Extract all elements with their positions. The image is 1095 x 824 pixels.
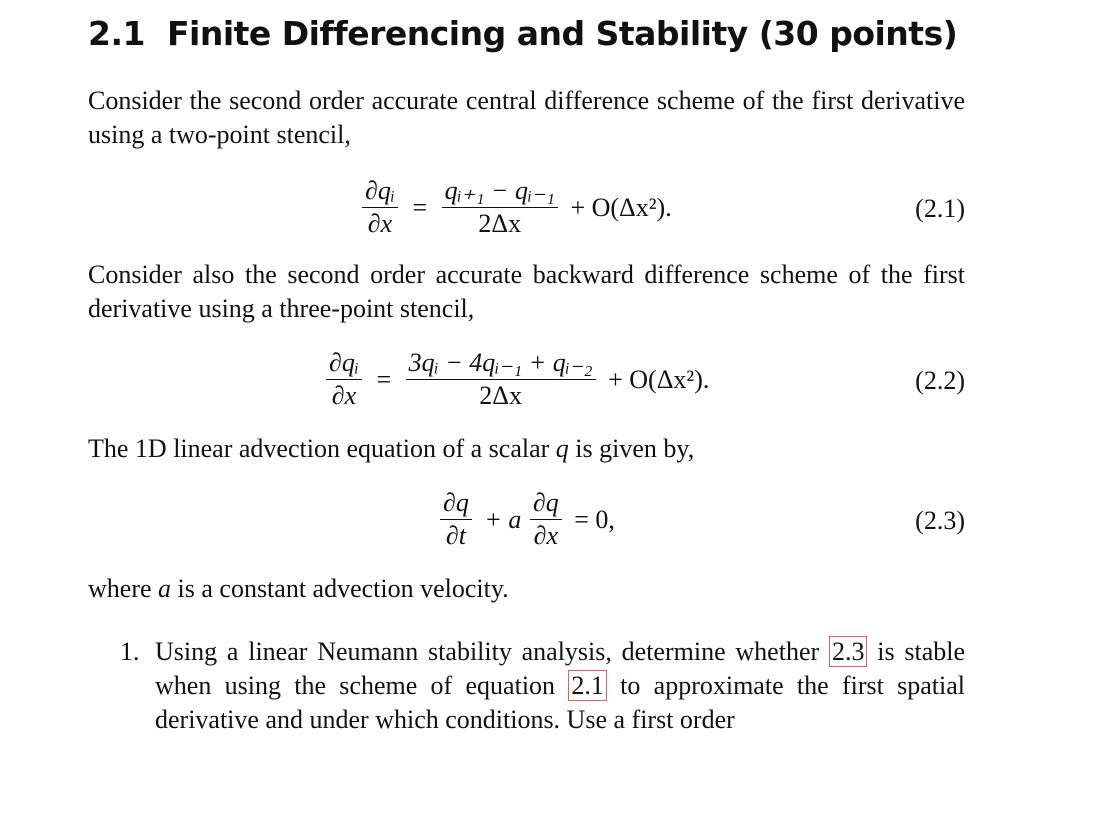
eq2-lhs-fraction (326, 348, 362, 411)
eq2-lhs-denominator: ∂x (331, 381, 357, 410)
item1-text-b: is stable when using the scheme of equation (155, 637, 966, 700)
eq2-rhs-numerator: 3qᵢ − 4qᵢ₋₁ + qᵢ₋₂ (406, 348, 596, 380)
p4-variable-a: a (158, 574, 172, 603)
eq3-time-numerator: ∂q (440, 488, 472, 520)
p3-text-after: is given by, (575, 434, 695, 463)
eq1-lhs-denominator: ∂x (367, 209, 393, 238)
eq2-equals: = (376, 364, 392, 394)
section-number: 2.1 (88, 14, 145, 53)
eq1-error-term: + O(Δx²). (570, 192, 672, 222)
paragraph-advection (88, 432, 965, 466)
equation-label-2-3: (2.3) (915, 506, 965, 535)
p3-text-before: The 1D linear advection equation of a scalar (88, 434, 550, 463)
p4-text-before: where (88, 574, 152, 603)
paragraph-velocity (88, 572, 965, 606)
eq2-rhs-fraction (406, 348, 596, 411)
equation-2-1 (362, 176, 680, 239)
p3-variable-q: q (555, 434, 569, 463)
eq3-time-fraction (440, 488, 472, 551)
item1-text-c: to approximate the first spatial derivative and under which conditions. Use a first order (155, 671, 966, 734)
eq1-equals: = (412, 192, 428, 222)
equation-2-2 (326, 348, 717, 411)
list-item-text (155, 635, 965, 737)
eq3-plus-a: + a (484, 504, 522, 534)
paragraph-backward-difference: Consider also the second order accurate backward difference scheme of the first derivative using a three-point stencil, (88, 260, 965, 323)
eq1-rhs-fraction (442, 176, 558, 239)
eq2-rhs-denominator: 2Δx (479, 381, 522, 410)
equation-2-3 (440, 488, 623, 551)
equation-ref-2-1-link[interactable]: 2.1 (568, 670, 607, 701)
eq3-space-fraction (530, 488, 562, 551)
eq1-lhs-numerator: ∂qᵢ (362, 176, 398, 208)
equation-ref-2-3-link[interactable]: 2.3 (829, 636, 868, 667)
section-heading (88, 14, 957, 53)
eq3-time-denominator: ∂t (445, 521, 466, 550)
eq1-rhs-numerator: qᵢ₊₁ − qᵢ₋₁ (442, 176, 558, 208)
eq2-lhs-numerator: ∂qᵢ (326, 348, 362, 380)
paragraph-central-difference: Consider the second order accurate central difference scheme of the first derivative using a two-point stencil, (88, 86, 965, 149)
eq3-space-denominator: ∂x (533, 521, 559, 550)
item1-text-a: Using a linear Neumann stability analysis, determine whether (155, 637, 820, 666)
equation-label-2-2: (2.2) (915, 366, 965, 395)
eq2-error-term: + O(Δx²). (608, 364, 710, 394)
section-title: Finite Differencing and Stability (30 points) (166, 14, 958, 53)
eq1-rhs-denominator: 2Δx (478, 209, 522, 238)
eq3-space-numerator: ∂q (530, 488, 562, 520)
list-item-number: 1. (120, 637, 140, 666)
equation-label-2-1: (2.1) (915, 194, 965, 223)
p4-text-after: is a constant advection velocity. (177, 574, 509, 603)
eq3-rhs: = 0, (574, 504, 615, 534)
eq1-lhs-fraction (362, 176, 398, 239)
